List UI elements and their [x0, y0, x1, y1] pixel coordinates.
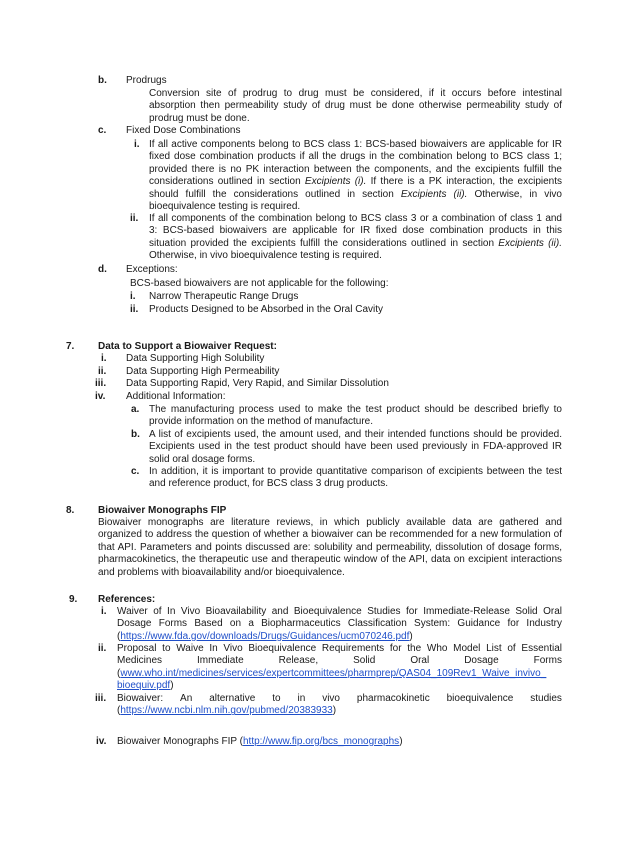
list-marker-7-iii: iii.: [95, 378, 107, 389]
section-7-title: Data to Support a Biowaiver Request:: [98, 341, 277, 352]
excipients-ii-reference: Excipients (ii).: [498, 237, 562, 249]
list-item: Data Supporting High Permeability: [126, 366, 280, 377]
fip-monographs-link[interactable]: http://www.fip.org/bcs_monographs: [242, 736, 400, 747]
list-marker-c-i: i.: [134, 139, 140, 150]
list-marker-c: c.: [98, 125, 107, 136]
section-9-title: References:: [98, 594, 156, 605]
additional-info-b: A list of excipients used, the amount used, and their intended functions should be provided. Excipients used in the test product should have been used previously in FDA-approved IR solid oral dosage forms.: [149, 429, 562, 465]
list-marker-7-c: c.: [131, 466, 140, 477]
list-marker-7-i: i.: [101, 353, 107, 364]
exceptions-intro: BCS-based biowaivers are not applicable for the following:: [130, 278, 389, 289]
list-marker-7-b: b.: [131, 429, 140, 440]
monographs-paragraph: Biowaiver monographs are literature reviews, in which publicly available data are gathered and organized to address the question of whether a biowaiver can be recommended for a new formulation of that API. Parameters and points discussed are: solubility and permeability, dissolution of dosage forms, pharmacokinetics, the therapeutic use and therapeutic window of the API, data on excipient interactions and problems with bioavailability and/or bioequivalence.: [98, 517, 562, 578]
heading-fixed-dose: Fixed Dose Combinations: [126, 125, 241, 136]
section-number-8: 8.: [66, 505, 75, 516]
reference-2: Proposal to Waive In Vivo Bioequivalence Requirements for the Who Model List of Essential Medicines Immediate Release, Solid Oral Dosage Forms (www.who.int/medicines/services/expertcommittees/pharmprep/QAS04_109Rev1_Waive_invivo_ bioequiv.pdf): [117, 643, 562, 692]
fdc-class1-paragraph: If all active components belong to BCS class 1: BCS-based biowaivers are applicable for IR fixed dose combination products if all the drugs in the combination belong to BCS class 1; provided there is no PK interaction between the components, and the excipients fulfill the considerations outlined in section Excipients (i). If there is a PK interaction, the excipients should fulfill the considerations outlined in section Excipients (ii). Otherwise, in vivo bioequivalence testing is required.: [149, 139, 563, 213]
list-marker-7-ii: ii.: [98, 366, 107, 377]
fdc-class3-paragraph: If all components of the combination belong to BCS class 3 or a combination of class 1 and 3: BCS-based biowaivers are applicable for IR fixed dose combination products in this situation provided the excipients fulfill the considerations outlined in section Excipients (ii). Otherwise, in vivo bioequivalence testing is required.: [149, 213, 562, 262]
heading-exceptions: Exceptions:: [126, 264, 178, 275]
exception-item-1: Narrow Therapeutic Range Drugs: [149, 291, 299, 302]
list-marker-d-ii: ii.: [130, 304, 139, 315]
list-marker-ref-iv: iv.: [96, 736, 107, 747]
prodrugs-paragraph: Conversion site of prodrug to drug must be considered, if it occurs before intestinal absorption then permeability study of drug must be done otherwise permeability study of prodrug must be done.: [149, 88, 562, 124]
reference-1: Waiver of In Vivo Bioavailability and Bioequivalence Studies for Immediate-Release Solid Oral Dosage Forms Based on a Biopharmaceutics Classification System: Guidance for Industry (https://www.fda.gov/downloads/Drugs/Guidances/ucm070246.pdf): [117, 606, 562, 642]
excipients-i-reference: Excipients (i).: [304, 176, 367, 188]
who-proposal-link-continued[interactable]: bioequiv.pdf: [117, 680, 171, 692]
list-marker-b: b.: [98, 75, 107, 86]
ncbi-pubmed-link[interactable]: https://www.ncbi.nlm.nih.gov/pubmed/20383933: [120, 705, 333, 717]
exception-item-2: Products Designed to be Absorbed in the Oral Cavity: [149, 304, 384, 315]
section-number-7: 7.: [66, 341, 75, 352]
heading-prodrugs: Prodrugs: [126, 75, 167, 86]
excipients-ii-reference: Excipients (ii).: [400, 188, 468, 200]
list-marker-7-iv: iv.: [95, 391, 106, 402]
fda-guidance-link[interactable]: https://www.fda.gov/downloads/Drugs/Guidances/ucm070246.pdf: [120, 630, 410, 642]
list-item: Data Supporting Rapid, Very Rapid, and Similar Dissolution: [126, 378, 389, 389]
list-marker-d-i: i.: [130, 291, 136, 302]
list-item: Additional Information:: [126, 391, 226, 402]
who-proposal-link[interactable]: www.who.int/medicines/services/expertcommittees/pharmprep/QAS04_109Rev1_Waive_invivo_: [120, 667, 547, 679]
additional-info-a: The manufacturing process used to make the test product should be described briefly to provide information on the method of manufacture.: [149, 404, 562, 428]
section-number-9: 9.: [69, 594, 78, 605]
reference-4: Biowaiver Monographs FIP (http://www.fip.org/bcs_monographs): [117, 736, 403, 747]
additional-info-c: In addition, it is important to provide quantitative comparison of excipients between the test and reference product, for BCS class 3 drug products.: [149, 466, 562, 490]
list-marker-7-a: a.: [131, 404, 140, 415]
reference-3: Biowaiver: An alternative to in vivo pharmacokinetic bioequivalence studies (https://www.ncbi.nlm.nih.gov/pubmed/20383933): [117, 693, 562, 717]
list-marker-d: d.: [98, 264, 107, 275]
list-marker-ref-iii: iii.: [95, 693, 107, 704]
list-marker-ref-i: i.: [101, 606, 107, 617]
section-8-title: Biowaiver Monographs FIP: [98, 505, 227, 516]
list-item: Data Supporting High Solubility: [126, 353, 265, 364]
list-marker-ref-ii: ii.: [98, 643, 107, 654]
list-marker-c-ii: ii.: [130, 213, 139, 224]
